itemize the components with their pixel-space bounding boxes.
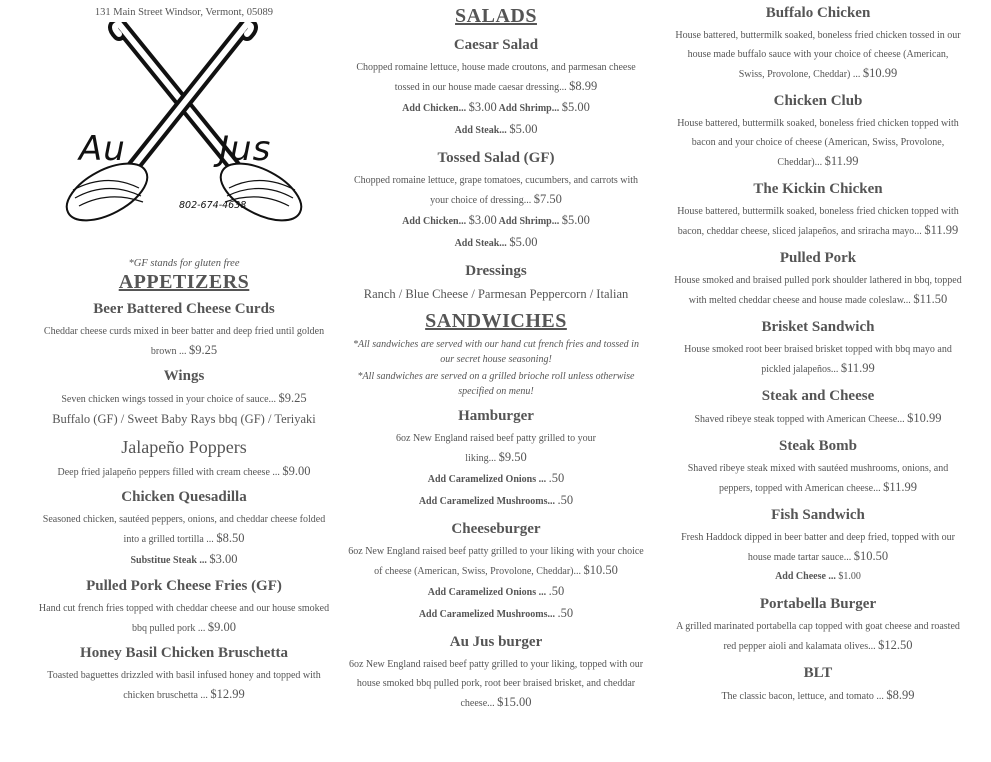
pulled-pork-fries-price: $9.00	[207, 620, 236, 634]
logo-text-jus: Jus	[219, 129, 272, 169]
caesar-salad-desc: Chopped romaine lettuce, house made croutons, and parmesan cheese tossed in our house made caesar dressing... $8.99	[356, 62, 636, 93]
hamburger-name: Hamburger	[458, 408, 534, 424]
restaurant-logo	[59, 22, 309, 222]
logo-text-au: Au	[79, 129, 126, 169]
fish-sandwich-name: Fish Sandwich	[771, 507, 865, 523]
buffalo-chicken-price: $10.99	[862, 66, 898, 80]
quesadilla-price: $8.50	[216, 531, 245, 545]
bruschetta-name: Honey Basil Chicken Bruschetta	[80, 645, 288, 661]
pulled-pork-price: $11.50	[913, 292, 948, 306]
blt-price: $8.99	[886, 688, 915, 702]
chicken-club-desc: House battered, buttermilk soaked, boneless fried chicken topped with bacon and your choice of cheese (American, Swiss, Provolone, Cheddar)... $11.99	[677, 118, 959, 168]
tossed-salad-desc: Chopped romaine lettuce, grape tomatoes, cucumbers, and carrots with your choice of dressing... $7.50	[353, 175, 639, 206]
tossed-addon-steak: Add Steak... $5.00	[454, 235, 538, 249]
dressings-name: Dressings	[465, 263, 527, 279]
caesar-addon-steak: Add Steak... $5.00	[454, 122, 538, 136]
brisket-sandwich-name: Brisket Sandwich	[761, 319, 875, 335]
gluten-free-note: *GF stands for gluten free	[128, 258, 240, 269]
menu-column-left	[30, 0, 338, 705]
pulled-pork-fries-desc: Hand cut french fries topped with cheddar cheese and our house smoked bbq pulled pork ... $9.00	[38, 603, 330, 634]
crossed-ladles-icon	[59, 22, 309, 222]
buffalo-chicken-desc: House battered, buttermilk soaked, boneless fried chicken tossed in our house made buffalo sauce with your choice of cheese (American, Swiss, Provolone, Cheddar) ... $10.99	[675, 30, 961, 80]
cheeseburger-addon-onions: Add Caramelized Onions ... .50	[427, 584, 565, 598]
cheese-curds-desc: Cheddar cheese curds mixed in beer batter and deep fried until golden brown ... $9.25	[43, 326, 325, 357]
bruschetta-price: $12.99	[210, 687, 245, 701]
quesadilla-desc: Seasoned chicken, sautéed peppers, onions, and cheddar cheese folded into a grilled tortilla ... $8.50	[42, 514, 326, 545]
quesadilla-addon: Substitue Steak ... $3.00	[130, 552, 238, 566]
caesar-addon-chicken-shrimp: Add Chicken... $3.00 Add Shrimp... $5.00	[402, 100, 590, 114]
cheese-curds-name: Beer Battered Cheese Curds	[93, 301, 275, 317]
logo-phone-number: 802-674-4638	[179, 200, 247, 211]
fish-sandwich-addon: Add Cheese ... $1.00	[775, 571, 861, 582]
jalapeno-poppers-name: Jalapeño Poppers	[121, 437, 247, 457]
buffalo-chicken-name: Buffalo Chicken	[765, 5, 871, 21]
steak-bomb-price: $11.99	[883, 480, 918, 494]
brisket-sandwich-desc: House smoked root beer braised brisket topped with bbq mayo and pickled jalapeños... $11.99	[684, 344, 952, 375]
sandwich-note-fries: *All sandwiches are served with our hand cut french fries and tossed in our secret house seasoning!	[353, 339, 639, 365]
appetizers-heading: APPETIZERS	[118, 271, 250, 293]
cheeseburger-name: Cheeseburger	[451, 521, 541, 537]
wings-sauces: Buffalo (GF) / Sweet Baby Rays bbq (GF) / Teriyaki	[52, 412, 316, 426]
menu-column-right	[668, 0, 968, 706]
tossed-salad-name: Tossed Salad (GF)	[437, 150, 555, 166]
steak-bomb-name: Steak Bomb	[779, 438, 857, 454]
restaurant-address: 131 Main Street Windsor, Vermont, 05089	[94, 7, 274, 18]
fish-sandwich-desc: Fresh Haddock dipped in beer batter and deep fried, topped with our house made tartar sauce... $10.50	[681, 532, 955, 563]
dressings-list: Ranch / Blue Cheese / Parmesan Peppercorn / Italian	[363, 287, 629, 301]
menu-column-middle	[342, 0, 650, 713]
caesar-salad-name: Caesar Salad	[453, 37, 539, 53]
sandwich-note-brioche: *All sandwiches are served on a grilled brioche roll unless otherwise specified on menu!	[357, 371, 635, 397]
fish-sandwich-price: $10.50	[853, 549, 889, 563]
portabella-burger-name: Portabella Burger	[759, 596, 877, 612]
steak-bomb-desc: Shaved ribeye steak mixed with sautéed mushrooms, onions, and peppers, topped with American cheese... $11.99	[687, 463, 949, 494]
sandwiches-heading: SANDWICHES	[425, 310, 567, 332]
pulled-pork-name: Pulled Pork	[779, 250, 857, 266]
chicken-club-price: $11.99	[824, 154, 859, 168]
kickin-chicken-desc: House battered, buttermilk soaked, boneless fried chicken topped with bacon, cheddar cheese, sliced jalapeños, and sriracha mayo... $11.99	[677, 206, 959, 237]
portabella-burger-desc: A grilled marinated portabella cap topped with goat cheese and roasted red pepper aioli and kalamata olives... $12.50	[676, 621, 960, 652]
blt-name: BLT	[803, 665, 833, 681]
tossed-salad-price: $7.50	[533, 192, 562, 206]
au-jus-burger-name: Au Jus burger	[449, 634, 543, 650]
caesar-salad-price: $8.99	[569, 79, 598, 93]
pulled-pork-fries-name: Pulled Pork Cheese Fries (GF)	[86, 578, 282, 594]
tossed-addon-chicken-shrimp: Add Chicken... $3.00 Add Shrimp... $5.00	[402, 213, 590, 227]
cheese-curds-price: $9.25	[188, 343, 218, 357]
jalapeno-poppers-price: $9.00	[282, 464, 311, 478]
portabella-burger-price: $12.50	[878, 638, 913, 652]
quesadilla-addon-price: $3.00	[209, 552, 238, 566]
hamburger-price: $9.50	[498, 450, 527, 464]
cheeseburger-addon-mushrooms: Add Caramelized Mushrooms... .50	[418, 606, 574, 620]
hamburger-addon-mushrooms: Add Caramelized Mushrooms... .50	[418, 493, 574, 507]
kickin-chicken-name: The Kickin Chicken	[753, 181, 883, 197]
wings-name: Wings	[163, 368, 205, 384]
kickin-chicken-price: $11.99	[924, 223, 959, 237]
cheeseburger-desc: 6oz New England raised beef patty grilled to your liking with your choice of cheese (American, Swiss, Provolone, Cheddar)... $10.50	[348, 546, 644, 577]
blt-desc: The classic bacon, lettuce, and tomato ... $8.99	[721, 688, 915, 702]
bruschetta-desc: Toasted baguettes drizzled with basil infused honey and topped with chicken bruschetta ... $12.99	[47, 670, 321, 701]
steak-and-cheese-desc: Shaved ribeye steak topped with American Cheese... $10.99	[694, 411, 942, 425]
pulled-pork-desc: House smoked and braised pulled pork shoulder lathered in bbq, topped with melted cheddar cheese and house made coleslaw... $11.50	[674, 275, 962, 306]
brisket-sandwich-price: $11.99	[840, 361, 875, 375]
quesadilla-name: Chicken Quesadilla	[121, 489, 247, 505]
steak-and-cheese-name: Steak and Cheese	[761, 388, 875, 404]
wings-price: $9.25	[278, 391, 307, 405]
jalapeno-poppers-desc: Deep fried jalapeño peppers filled with cream cheese ... $9.00	[57, 464, 311, 478]
au-jus-burger-desc: 6oz New England raised beef patty grilled to your liking, topped with our house smoked bbq pulled pork, root beer braised brisket, and cheddar cheese... $15.00	[348, 659, 644, 709]
hamburger-desc: 6oz New England raised beef patty grilled to your liking... $9.50	[396, 433, 596, 464]
chicken-club-name: Chicken Club	[773, 93, 863, 109]
salads-heading: SALADS	[455, 5, 537, 27]
cheeseburger-price: $10.50	[583, 563, 618, 577]
steak-and-cheese-price: $10.99	[907, 411, 942, 425]
wings-desc: Seven chicken wings tossed in your choice of sauce... $9.25	[61, 391, 307, 405]
hamburger-addon-onions: Add Caramelized Onions ... .50	[427, 471, 565, 485]
au-jus-burger-price: $15.00	[497, 695, 532, 709]
